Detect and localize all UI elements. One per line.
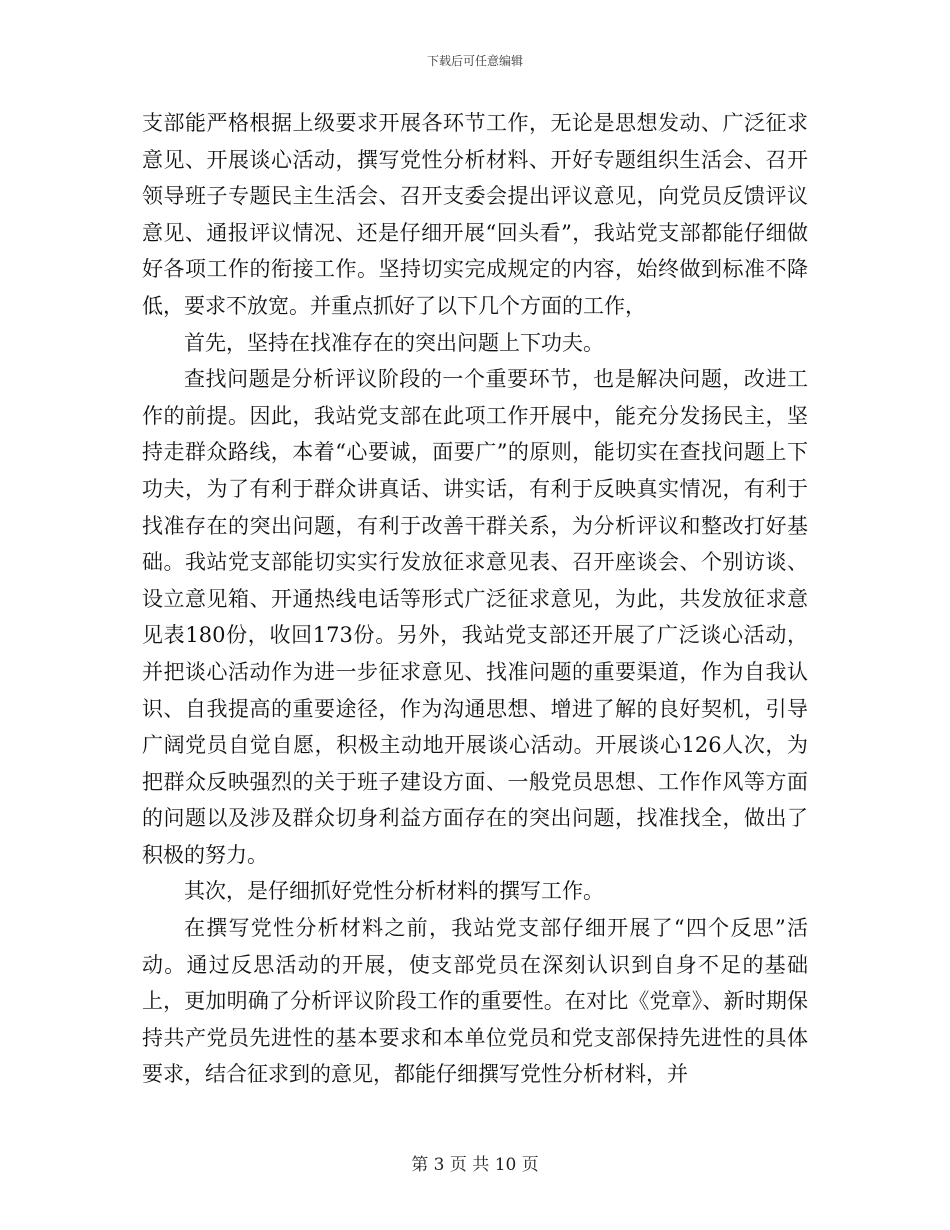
- paragraph-analysis-writing: 在撰写党性分析材料之前，我站党支部仔细开展了“四个反思”活动。通过反思活动的开展，使支部党员在深刻认识到自身不足的基础上，更加明确了分析评议阶段工作的重要性。在对比《党章》、新时期保持共产党员先进性的基本要求和本单位党员和党支部保持先进性的具体要求，结合征求到的意见，都能仔细撰写党性分析材料，并: [142, 916, 808, 1087]
- paragraph-heading-second: 其次，是仔细抓好党性分析材料的撰写工作。: [184, 879, 604, 904]
- page-header: 下载后可任意编辑: [426, 54, 523, 68]
- paragraph-problem-finding: 查找问题是分析评议阶段的一个重要环节，也是解决问题，改进工作的前提。因此，我站党支部在此项工作开展中，能充分发扬民主，坚持走群众路线，本着“心要诚，面要广”的原则，能切实在查找问题上下功夫，为了有利于群众讲真话、讲实话，有利于反映真实情况，有利于找准存在的突出问题，有利于改善干群关系，为分析评议和整改打好基础。我站党支部能切实实行发放征求意见表、召开座谈会、个别访谈、设立意见箱、开通热线电话等形式广泛征求意见，为此，共发放征求意见表180份，收回173份。另外，我站党支部还开展了广泛谈心活动，并把谈心活动作为进一步征求意见、找准问题的重要渠道，作为自我认识、自我提高的重要途径，作为沟通思想、增进了解的良好契机，引导广阔党员自觉自愿，积极主动地开展谈心活动。开展谈心126人次，为把群众反映强烈的关于班子建设方面、一般党员思想、工作作风等方面的问题以及涉及群众切身利益方面存在的突出问题，找准找全，做出了积极的努力。: [142, 367, 808, 867]
- document-body: [142, 105, 808, 1093]
- page-number-footer: 第 3 页 共 10 页: [411, 1155, 539, 1175]
- paragraph-continuation: 支部能严格根据上级要求开展各环节工作，无论是思想发动、广泛征求意见、开展谈心活动，撰写党性分析材料、开好专题组织生活会、召开领导班子专题民主生活会、召开支委会提出评议意见，向党员反馈评议意见、通报评议情况、还是仔细开展“回头看”，我站党支部都能仔细做好各项工作的衔接工作。坚持切实完成规定的内容，始终做到标准不降低，要求不放宽。并重点抓好了以下几个方面的工作，: [142, 111, 808, 318]
- paragraph-heading-first: 首先，坚持在找准存在的突出问题上下功夫。: [184, 330, 604, 355]
